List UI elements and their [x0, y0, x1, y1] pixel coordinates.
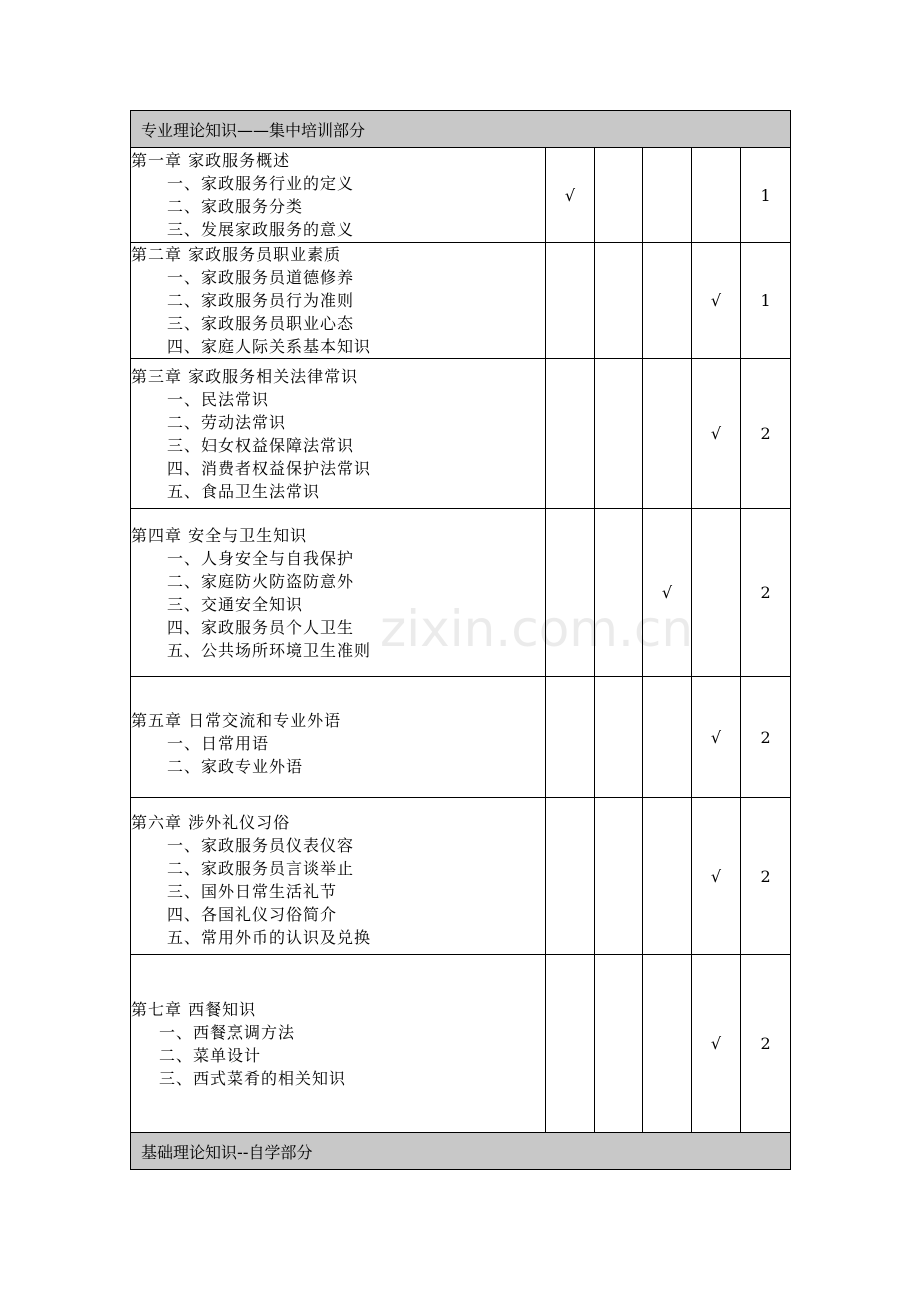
- check-cell: [595, 509, 643, 677]
- watermark: zixin.com.cn: [380, 600, 694, 658]
- chapter-item: 一、西餐烹调方法: [159, 1022, 296, 1042]
- chapter-item: 四、家政服务员个人卫生: [167, 617, 355, 637]
- chapter-item: 三、国外日常生活礼节: [167, 882, 338, 901]
- chapter-row: [131, 148, 791, 243]
- check-cell: [643, 359, 692, 509]
- syllabus-table: [130, 110, 791, 1170]
- chapter-item: 二、家庭防火防盗防意外: [167, 571, 355, 591]
- chapter-item: 三、家政服务员职业心态: [167, 314, 355, 333]
- chapter-title: 第四章 安全与卫生知识: [131, 525, 308, 545]
- check-cell: [546, 243, 595, 359]
- check-cell: √: [692, 359, 741, 509]
- chapter-content: [131, 243, 546, 359]
- check-cell: [546, 359, 595, 509]
- check-cell: √: [692, 243, 741, 359]
- check-cell: [595, 148, 643, 243]
- chapter-item: 五、公共场所环境卫生准则: [167, 640, 372, 660]
- chapter-item: 一、日常用语: [167, 733, 270, 753]
- chapter-title: 第二章 家政服务员职业素质: [131, 245, 342, 264]
- section-title: 基础理论知识--自学部分: [131, 1133, 791, 1170]
- check-cell: [546, 955, 595, 1133]
- chapter-row: [131, 359, 791, 509]
- chapter-title: 第三章 家政服务相关法律常识: [131, 366, 359, 386]
- chapter-item: 一、家政服务行业的定义: [167, 174, 355, 193]
- chapter-title: 第六章 涉外礼仪习俗: [131, 813, 291, 832]
- hours-cell: 2: [741, 359, 791, 509]
- chapter-content: [131, 148, 546, 243]
- check-cell: √: [692, 798, 741, 955]
- chapter-item: 二、劳动法常识: [167, 412, 287, 432]
- check-cell: [692, 509, 741, 677]
- check-cell: [595, 359, 643, 509]
- chapter-title: 第一章 家政服务概述: [131, 151, 291, 170]
- section-header-professional: [131, 111, 791, 148]
- check-cell: [546, 677, 595, 798]
- hours-cell: 1: [741, 243, 791, 359]
- chapter-row: [131, 509, 791, 677]
- chapter-content: [131, 359, 546, 509]
- chapter-item: 三、妇女权益保障法常识: [167, 435, 355, 455]
- chapter-item: 二、家政服务分类: [167, 197, 304, 216]
- check-cell: [643, 677, 692, 798]
- check-cell: [643, 148, 692, 243]
- hours-cell: 2: [741, 509, 791, 677]
- check-cell: [692, 148, 741, 243]
- check-cell: [595, 798, 643, 955]
- check-cell: √: [692, 955, 741, 1133]
- chapter-content: [131, 677, 546, 798]
- chapter-item: 五、食品卫生法常识: [167, 481, 321, 501]
- chapter-row: [131, 955, 791, 1133]
- chapter-item: 三、发展家政服务的意义: [167, 220, 355, 239]
- check-cell: [595, 243, 643, 359]
- check-cell: [595, 955, 643, 1133]
- check-cell: [643, 955, 692, 1133]
- chapter-item: 一、家政服务员道德修养: [167, 268, 355, 287]
- chapter-row: [131, 798, 791, 955]
- chapter-item: 四、家庭人际关系基本知识: [167, 337, 372, 356]
- chapter-item: 四、消费者权益保护法常识: [167, 458, 372, 478]
- hours-cell: 2: [741, 955, 791, 1133]
- chapter-content: [131, 798, 546, 955]
- check-cell: [546, 798, 595, 955]
- chapter-title: 第七章 西餐知识: [131, 999, 257, 1019]
- chapter-item: 二、家政服务员行为准则: [167, 291, 355, 310]
- section-header-basic: [131, 1133, 791, 1170]
- check-cell: √: [546, 148, 595, 243]
- chapter-item: 二、家政服务员言谈举止: [167, 859, 355, 878]
- chapter-item: 一、民法常识: [167, 389, 270, 409]
- chapter-item: 五、常用外币的认识及兑换: [167, 928, 372, 947]
- chapter-item: 二、菜单设计: [159, 1045, 262, 1065]
- hours-cell: 2: [741, 677, 791, 798]
- check-cell: [546, 509, 595, 677]
- chapter-item: 四、各国礼仪习俗简介: [167, 905, 338, 924]
- chapter-title: 第五章 日常交流和专业外语: [131, 710, 342, 730]
- check-cell: [643, 243, 692, 359]
- hours-cell: 1: [741, 148, 791, 243]
- chapter-item: 三、交通安全知识: [167, 594, 304, 614]
- hours-cell: 2: [741, 798, 791, 955]
- chapter-item: 一、家政服务员仪表仪容: [167, 836, 355, 855]
- chapter-item: 二、家政专业外语: [167, 756, 304, 776]
- chapter-item: 一、人身安全与自我保护: [167, 548, 355, 568]
- chapter-item: 三、西式菜肴的相关知识: [159, 1068, 347, 1088]
- chapter-content: [131, 955, 546, 1133]
- check-cell: [595, 677, 643, 798]
- check-cell: √: [643, 509, 692, 677]
- check-cell: [643, 798, 692, 955]
- chapter-content: [131, 509, 546, 677]
- chapter-row: [131, 677, 791, 798]
- chapter-row: [131, 243, 791, 359]
- check-cell: √: [692, 677, 741, 798]
- section-title: 专业理论知识——集中培训部分: [131, 111, 791, 148]
